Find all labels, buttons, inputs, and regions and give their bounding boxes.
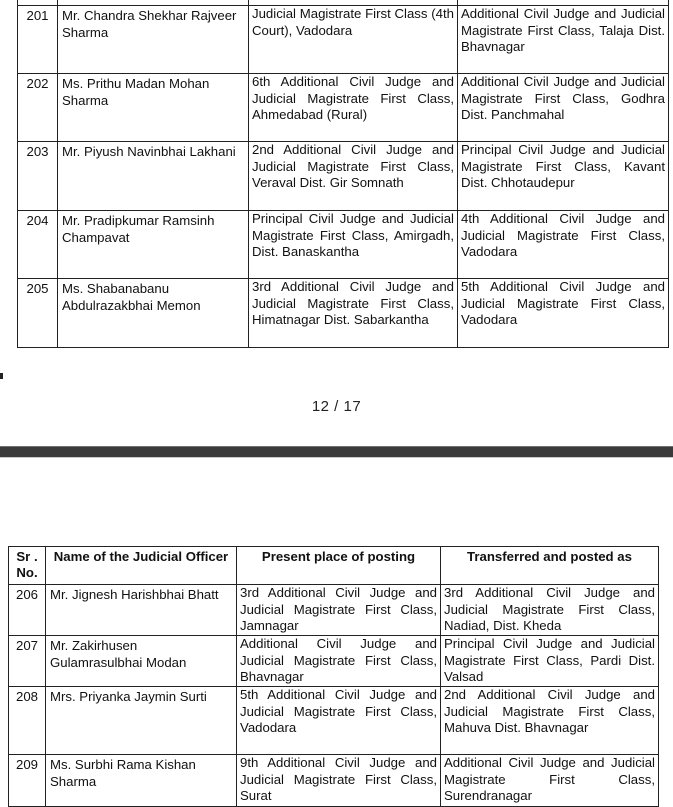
present-posting-cell: 3rd Additional Civil Judge and Judicial Magistrate First Class, Himatnagar Dist. Sabarkantha [249, 279, 458, 348]
serial-cell: 203 [18, 142, 58, 211]
serial-cell: 205 [18, 279, 58, 348]
transferred-posting-cell: Additional Civil Judge and Judicial Magistrate First Class, Surendranagar [441, 755, 659, 807]
officer-name-cell: Mr. Piyush Navinbhai Lakhani [58, 142, 249, 211]
transfer-table-continued [17, 0, 669, 348]
officer-name-cell: Mrs. Priyanka Jaymin Surti [46, 687, 237, 755]
present-posting-cell: Principal Civil Judge and Judicial Magistrate First Class, Amirgadh, Dist. Banaskantha [249, 211, 458, 279]
serial-cell: 201 [18, 6, 58, 74]
present-posting-cell: 5th Additional Civil Judge and Judicial Magistrate First Class, Vadodara [237, 687, 441, 755]
officer-name-cell: Ms. Prithu Madan Mohan Sharma [58, 74, 249, 142]
serial-cell: 202 [18, 74, 58, 142]
table-row [18, 74, 669, 142]
cut-cell-text [461, 0, 534, 1]
table-header-row [9, 547, 659, 585]
officer-name-cell: Ms. Shabanabanu Abdulrazakbhai Memon [58, 279, 249, 348]
transferred-posting-cell: 5th Additional Civil Judge and Judicial Magistrate First Class, Vadodara [458, 279, 669, 348]
table-row [9, 687, 659, 755]
header-serial-number: Sr . No. [9, 547, 46, 585]
transferred-posting-cell: Principal Civil Judge and Judicial Magistrate First Class, Pardi Dist. Valsad [441, 636, 659, 687]
header-officer-name: Name of the Judicial Officer [46, 547, 237, 585]
table-row [18, 211, 669, 279]
margin-mark [0, 373, 3, 379]
officer-name-cell: Mr. Jignesh Harishbhai Bhatt [46, 585, 237, 636]
serial-cell: 209 [9, 755, 46, 807]
page-13 [0, 458, 673, 803]
transferred-posting-cell: Additional Civil Judge and Judicial Magistrate First Class, Godhra Dist. Panchmahal [458, 74, 669, 142]
present-posting-cell: Judicial Magistrate First Class (4th Court), Vadodara [249, 6, 458, 74]
table-row [9, 755, 659, 807]
present-posting-cell: 6th Additional Civil Judge and Judicial Magistrate First Class, Ahmedabad (Rural) [249, 74, 458, 142]
table-row [18, 6, 669, 74]
transferred-posting-cell: 3rd Additional Civil Judge and Judicial Magistrate First Class, Nadiad, Dist. Kheda [441, 585, 659, 636]
page-number: 12 / 17 [311, 398, 362, 415]
table-row [9, 636, 659, 687]
header-present-posting: Present place of posting [237, 547, 441, 585]
serial-cell: 204 [18, 211, 58, 279]
present-posting-cell: 2nd Additional Civil Judge and Judicial Magistrate First Class, Veraval Dist. Gir Somnath [249, 142, 458, 211]
present-posting-cell: 3rd Additional Civil Judge and Judicial Magistrate First Class, Jamnagar [237, 585, 441, 636]
transferred-posting-cell: Additional Civil Judge and Judicial Magistrate First Class, Talaja Dist. Bhavnagar [458, 6, 669, 74]
page-separator [0, 446, 673, 458]
header-transferred-posting: Transferred and posted as [441, 547, 659, 585]
table-row [18, 279, 669, 348]
officer-name-cell: Ms. Surbhi Rama Kishan Sharma [46, 755, 237, 807]
serial-cell: 206 [9, 585, 46, 636]
transferred-posting-cell: 2nd Additional Civil Judge and Judicial Magistrate First Class, Mahuva Dist. Bhavnagar [441, 687, 659, 755]
officer-name-cell: Mr. Pradipkumar Ramsinh Champavat [58, 211, 249, 279]
transfer-table [8, 546, 659, 807]
serial-cell: 207 [9, 636, 46, 687]
serial-cell: 208 [9, 687, 46, 755]
transferred-posting-cell: 4th Additional Civil Judge and Judicial Magistrate First Class, Vadodara [458, 211, 669, 279]
present-posting-cell: Additional Civil Judge and Judicial Magistrate First Class, Bhavnagar [237, 636, 441, 687]
table-row [9, 585, 659, 636]
present-posting-cell: 9th Additional Civil Judge and Judicial Magistrate First Class, Surat [237, 755, 441, 807]
table-row [18, 142, 669, 211]
officer-name-cell: Mr. Zakirhusen Gulamrasulbhai Modan [46, 636, 237, 687]
transferred-posting-cell: Principal Civil Judge and Judicial Magistrate First Class, Kavant Dist. Chhotaudepur [458, 142, 669, 211]
officer-name-cell: Mr. Chandra Shekhar Rajveer Sharma [58, 6, 249, 74]
